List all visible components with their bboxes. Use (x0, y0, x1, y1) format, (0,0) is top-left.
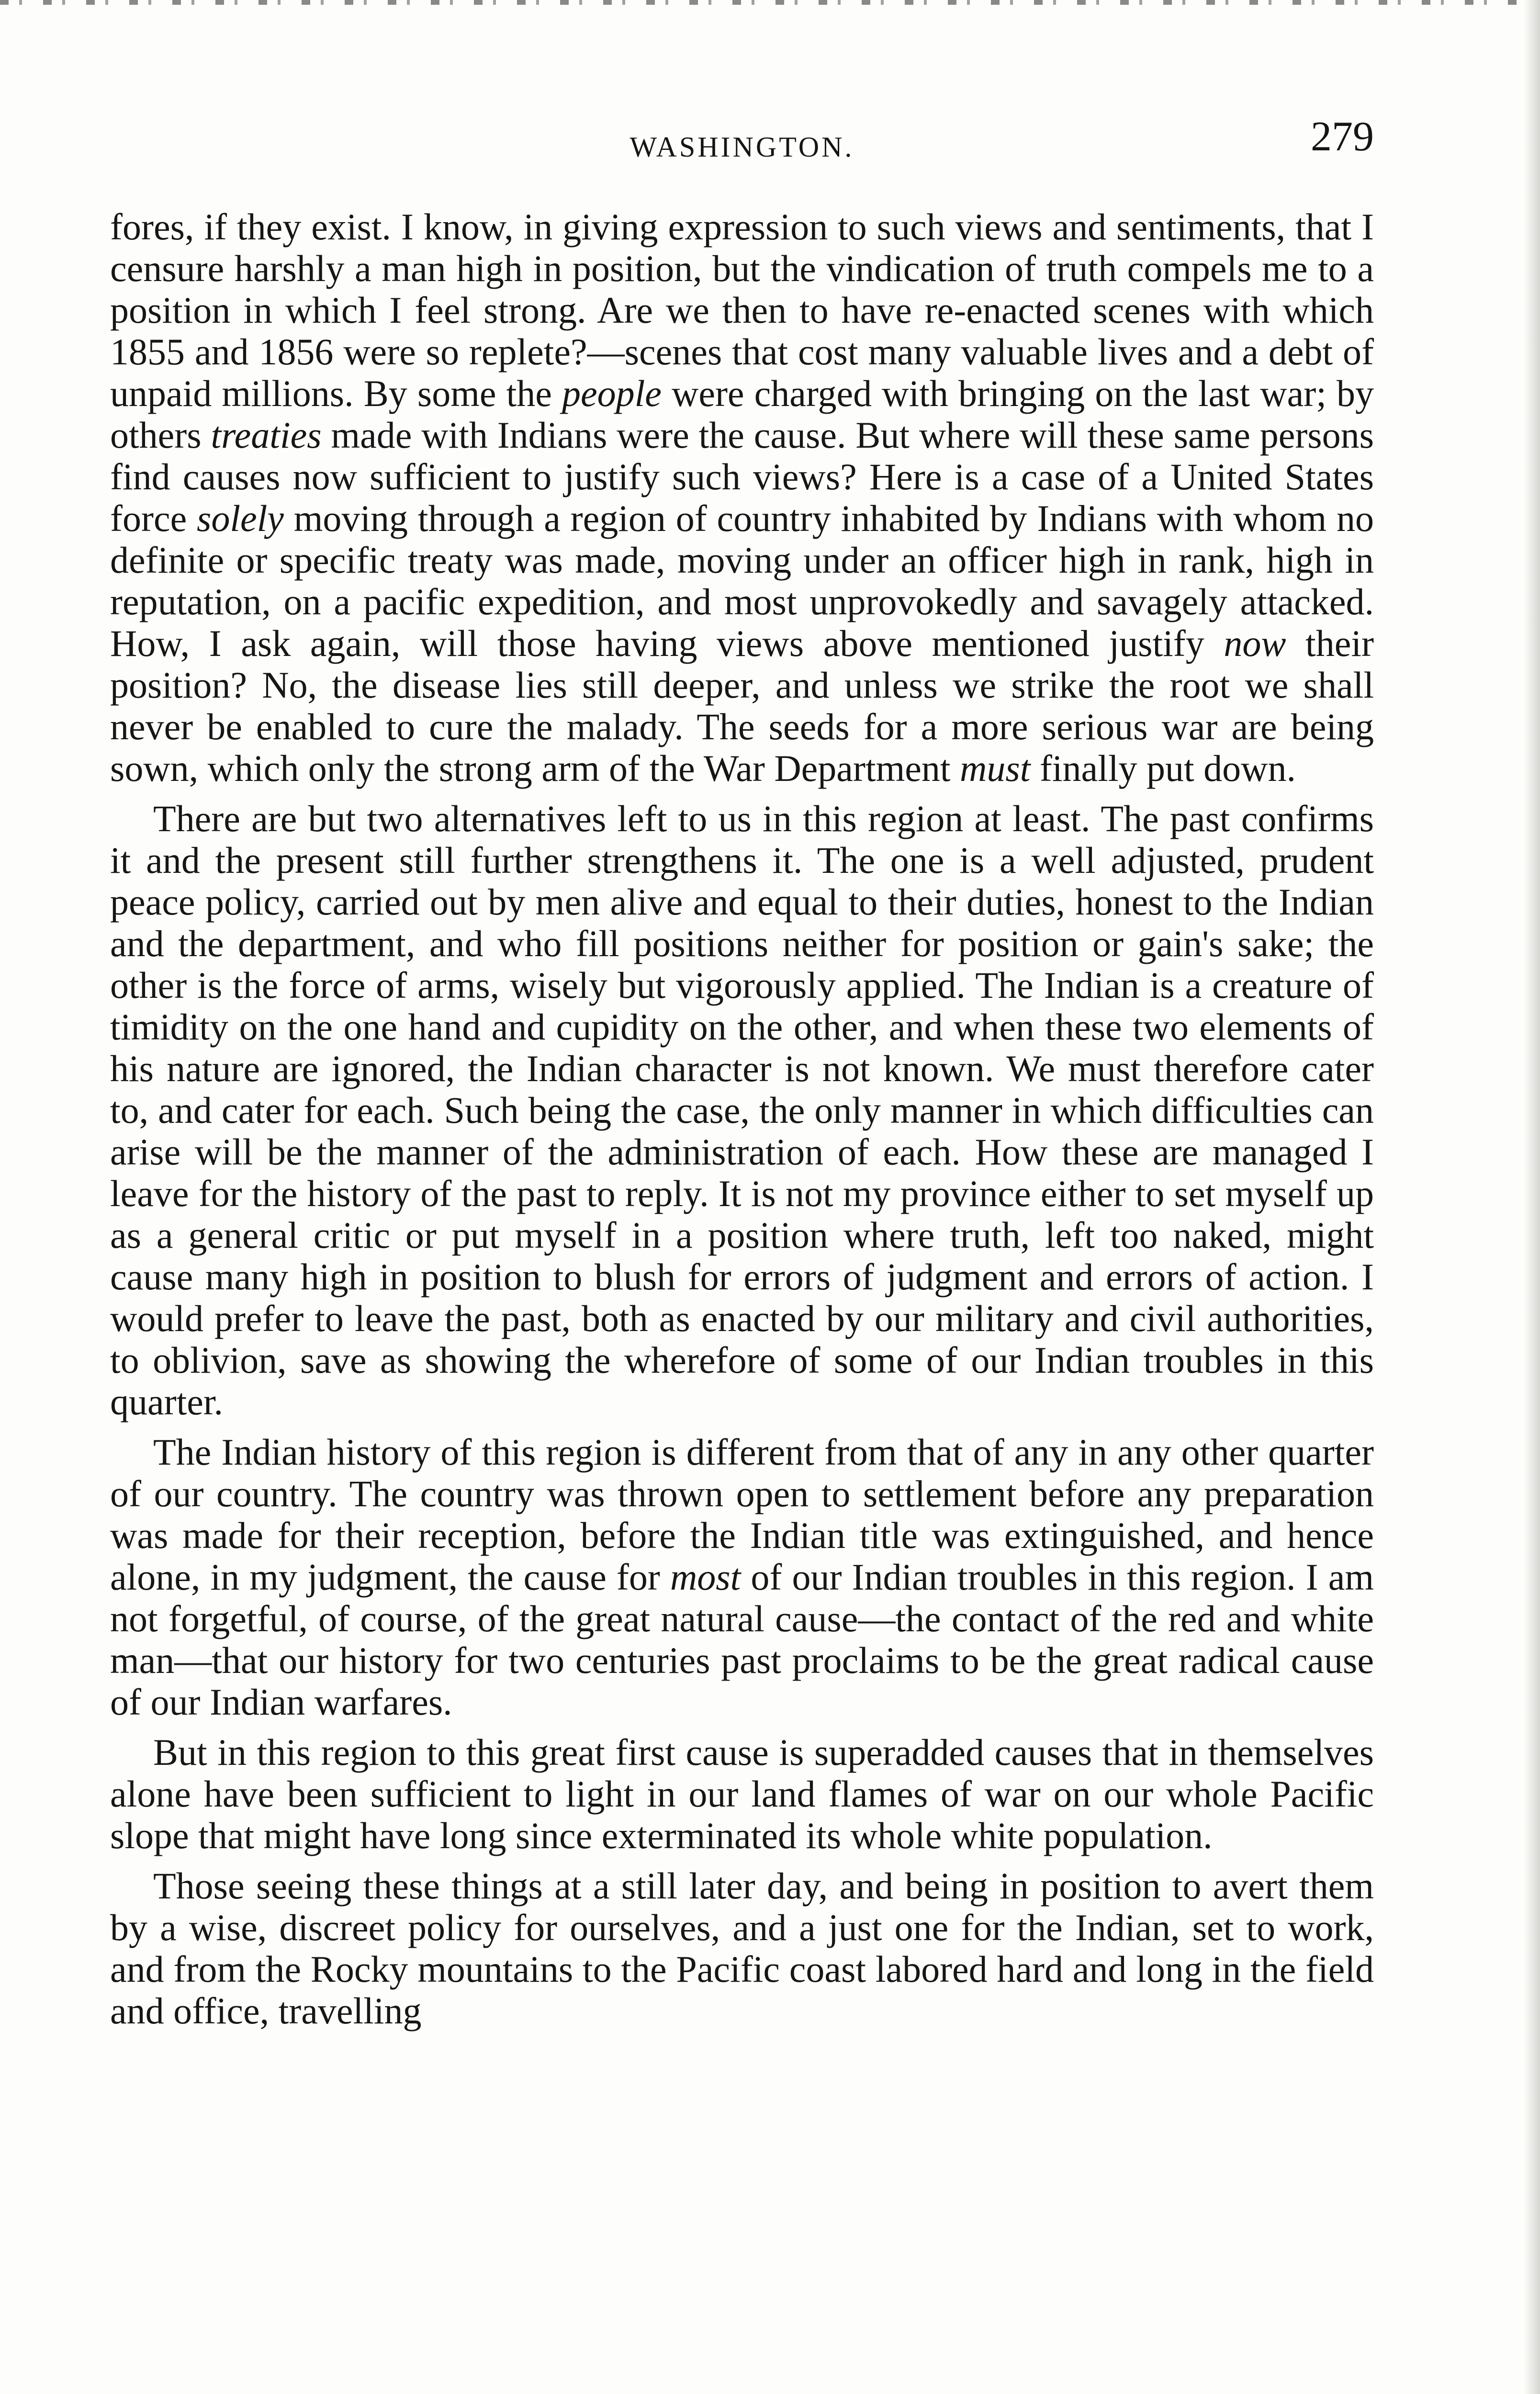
page-header (110, 108, 1374, 170)
italic-word: now (1224, 622, 1286, 664)
italic-word: solely (196, 497, 284, 539)
paragraph-alternatives: There are but two alternatives left to us in this region at least. The past confirms it and the present still further strengthens it. The one is a well adjusted, prudent peace policy, carried out by men alive and equal to their duties, honest to the Indian and the department, and who fill positions neither for position or gain's sake; the other is the force of arms, wisely but vigorously applied. The Indian is a creature of timidity on the one hand and cupidity on the other, and when these two elements of his nature are ignored, the Indian character is not known. We must therefore cater to, and cater for each. Such being the case, the only manner in which difficulties can arise will be the manner of the administration of each. How these are managed I leave for the history of the past to reply. It is not my province either to set myself up as a general critic or put myself in a position where truth, left too naked, might cause many high in position to blush for errors of judgment and errors of action. I would prefer to leave the past, both as enacted by our military and civil authorities, to oblivion, save as showing the wherefore of some of our Indian troubles in this quarter. (110, 798, 1374, 1423)
running-head: WASHINGTON. (629, 131, 854, 163)
paragraph-superadded-causes: But in this region to this great first cause is superadded causes that in themselves alone have been sufficient to light in our land flames of war on our whole Pacific slope that might have long since exterminated its whole white population. (110, 1731, 1374, 1856)
text-run: made with Indians were the cause. But where will these same persons find causes now sufficient to justify such views? Here is a case of a United States force (110, 414, 1374, 539)
scan-edge-top (0, 0, 1540, 5)
paragraph-continued (110, 206, 1374, 789)
body-text (110, 206, 1374, 2032)
page-edge-shadow (1524, 0, 1540, 2394)
italic-word: treaties (211, 414, 322, 456)
text-run: The Indian history of this region is different from that of any in any other quarter of our country. The country was thrown open to settlement before any preparation was made for their reception, before the Indian title was extinguished, and hence alone, in my judgment, the cause for (110, 1431, 1374, 1598)
text-run: of our Indian troubles in this region. I am not forgetful, of course, of the great natural cause—the contact of the red and white man—that our history for two centuries past proclaims to be the great radical cause of our Indian warfares. (110, 1556, 1374, 1723)
italic-word: must (960, 747, 1031, 789)
text-run: were charged with bringing on the last war; by others (110, 373, 1374, 456)
text-run: their position? No, the disease lies still deeper, and unless we strike the root we shall never be enabled to cure the malady. The seeds for a more serious war are being sown, which only the strong arm of the War Department (110, 622, 1374, 789)
text-run: finally put down. (1030, 747, 1296, 789)
paragraph-indian-history (110, 1431, 1374, 1723)
text-run: fores, if they exist. I know, in giving expression to such views and sentiments, that I censure harshly a man high in position, but the vindication of truth compels me to a position in which I feel strong. Are we then to have re-enacted scenes with which 1855 and 1856 were so replete?—scenes that cost many valuable lives and a debt of unpaid millions. By some the (110, 206, 1374, 414)
italic-word: people (562, 373, 662, 414)
page-number: 279 (1311, 113, 1374, 160)
italic-word: most (670, 1556, 741, 1598)
paragraph-those-seeing: Those seeing these things at a still later day, and being in position to avert them by a wise, discreet policy for ourselves, and a just one for the Indian, set to work, and from the Rocky mountains to the Pacific coast labored hard and long in the field and office, travelling (110, 1865, 1374, 2032)
text-run: moving through a region of country inhabited by Indians with whom no definite or specific treaty was made, moving under an officer high in rank, high in reputation, on a pacific expedition, and most unprovokedly and savagely attacked. How, I ask again, will those having views above mentioned justify (110, 497, 1374, 664)
